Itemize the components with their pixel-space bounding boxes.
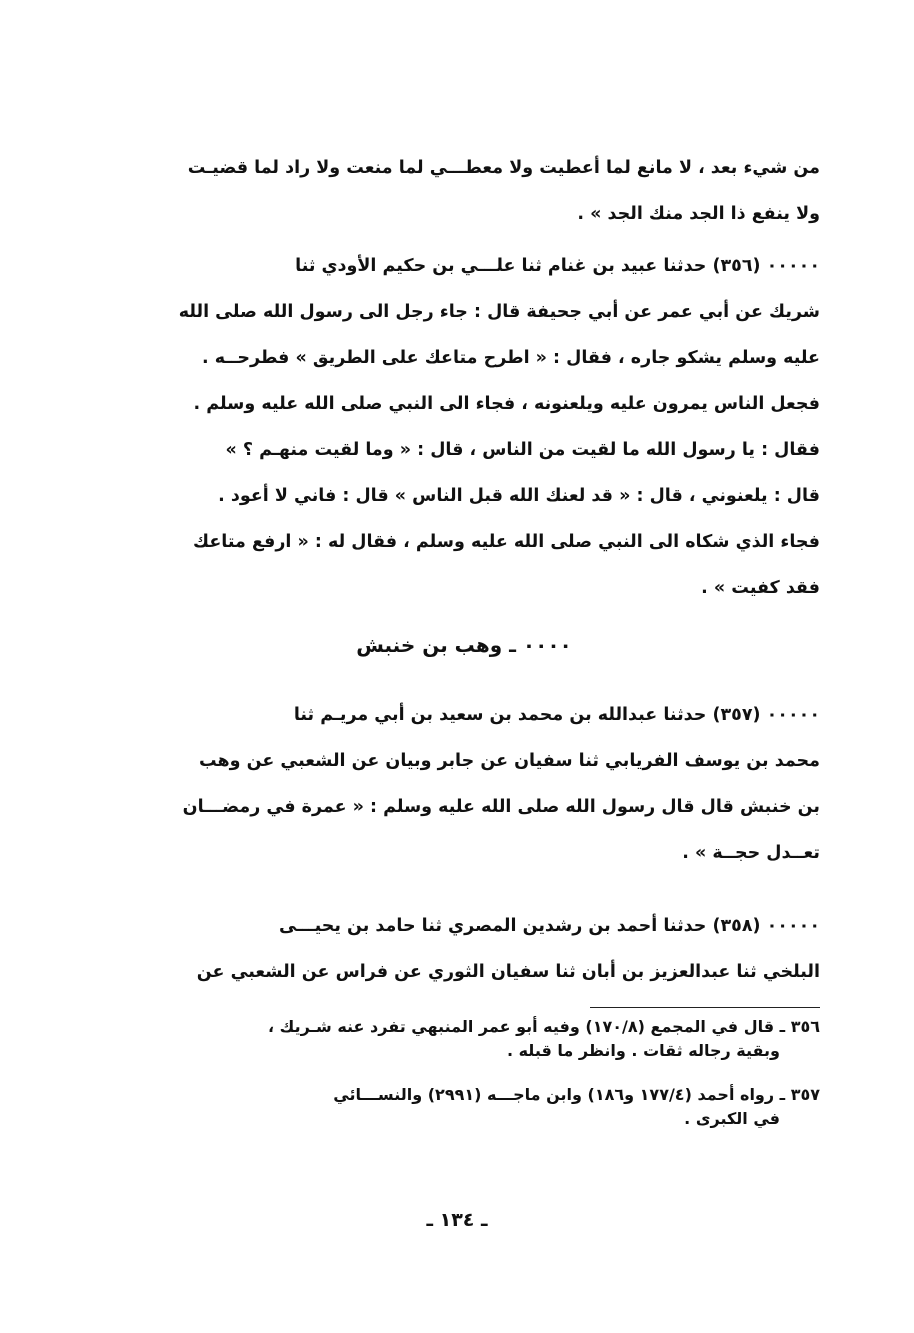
- text-line: تعــدل حجــة » .: [682, 843, 820, 863]
- section-heading: ٠٠٠٠ ـ وهب بن خنبش: [356, 633, 572, 657]
- text-line: ٠٠٠٠٠ (٣٥٨) حدثنا أحمد بن رشدين المصري ثنا حامد بن يحيـــى: [278, 916, 820, 936]
- hadith-356: [108, 243, 820, 611]
- text-line: من شيء بعد ، لا مانع لما أعطيت ولا معطـــي لما منعت ولا راد لما قضيـت: [187, 158, 820, 178]
- footnote-divider: [590, 1007, 820, 1008]
- hadith-358: [108, 903, 820, 995]
- footnote-356-line: ٣٥٦ ـ قال في المجمع (١٧٠/٨) وفيه أبو عمر المنبهي تفرد عنه شـريك ،: [268, 1017, 820, 1036]
- footnote-357-line: ٣٥٧ ـ رواه أحمد (١٧٧/٤ و١٨٦) وابن ماجـــه (٢٩٩١) والنســـائي: [333, 1085, 820, 1104]
- text-line: قال : يلعنوني ، قال : « قد لعنك الله قبل الناس » قال : فاني لا أعود .: [218, 486, 820, 506]
- text-block-continuation: [108, 145, 820, 237]
- text-line: فقد كفيت » .: [701, 578, 820, 598]
- text-line: ٠٠٠٠٠ (٣٥٦) حدثنا عبيد بن غنام ثنا علـــي بن حكيم الأودي ثنا: [295, 256, 820, 276]
- text-line: فجعل الناس يمرون عليه ويلعنونه ، فجاء الى النبي صلى الله عليه وسلم .: [193, 394, 820, 414]
- text-line: فجاء الذي شكاه الى النبي صلى الله عليه وسلم ، فقال له : « ارفع متاعك: [193, 532, 820, 552]
- text-line: ولا ينفع ذا الجد منك الجد » .: [577, 204, 820, 224]
- text-line: محمد بن يوسف الفريابي ثنا سفيان عن جابر وبيان عن الشعبي عن وهب: [198, 751, 820, 771]
- text-line: بن خنبش قال قال رسول الله صلى الله عليه وسلم : « عمرة في رمضـــان: [182, 797, 820, 817]
- footnote-357-line: في الكبرى .: [684, 1109, 780, 1128]
- text-line: شريك عن أبي عمر عن أبي جحيفة قال : جاء رجل الى رسول الله صلى الله: [178, 302, 820, 322]
- footnote-356-line: وبقية رجاله ثقات . وانظر ما قبله .: [506, 1041, 780, 1060]
- hadith-357: [108, 692, 820, 876]
- footnotes: [100, 1015, 820, 1131]
- text-line: فقال : يا رسول الله ما لقيت من الناس ، قال : « وما لقيت منهـم ؟ »: [225, 440, 820, 460]
- page-number: ـ ١٣٤ ـ: [426, 1209, 488, 1231]
- text-line: ٠٠٠٠٠ (٣٥٧) حدثنا عبدالله بن محمد بن سعيد بن أبي مريـم ثنا: [293, 705, 820, 725]
- text-line: البلخي ثنا عبدالعزيز بن أبان ثنا سفيان الثوري عن فراس عن الشعبي عن: [196, 962, 820, 982]
- text-line: عليه وسلم يشكو جاره ، فقال : « اطرح متاعك على الطريق » فطرحــه .: [202, 348, 820, 368]
